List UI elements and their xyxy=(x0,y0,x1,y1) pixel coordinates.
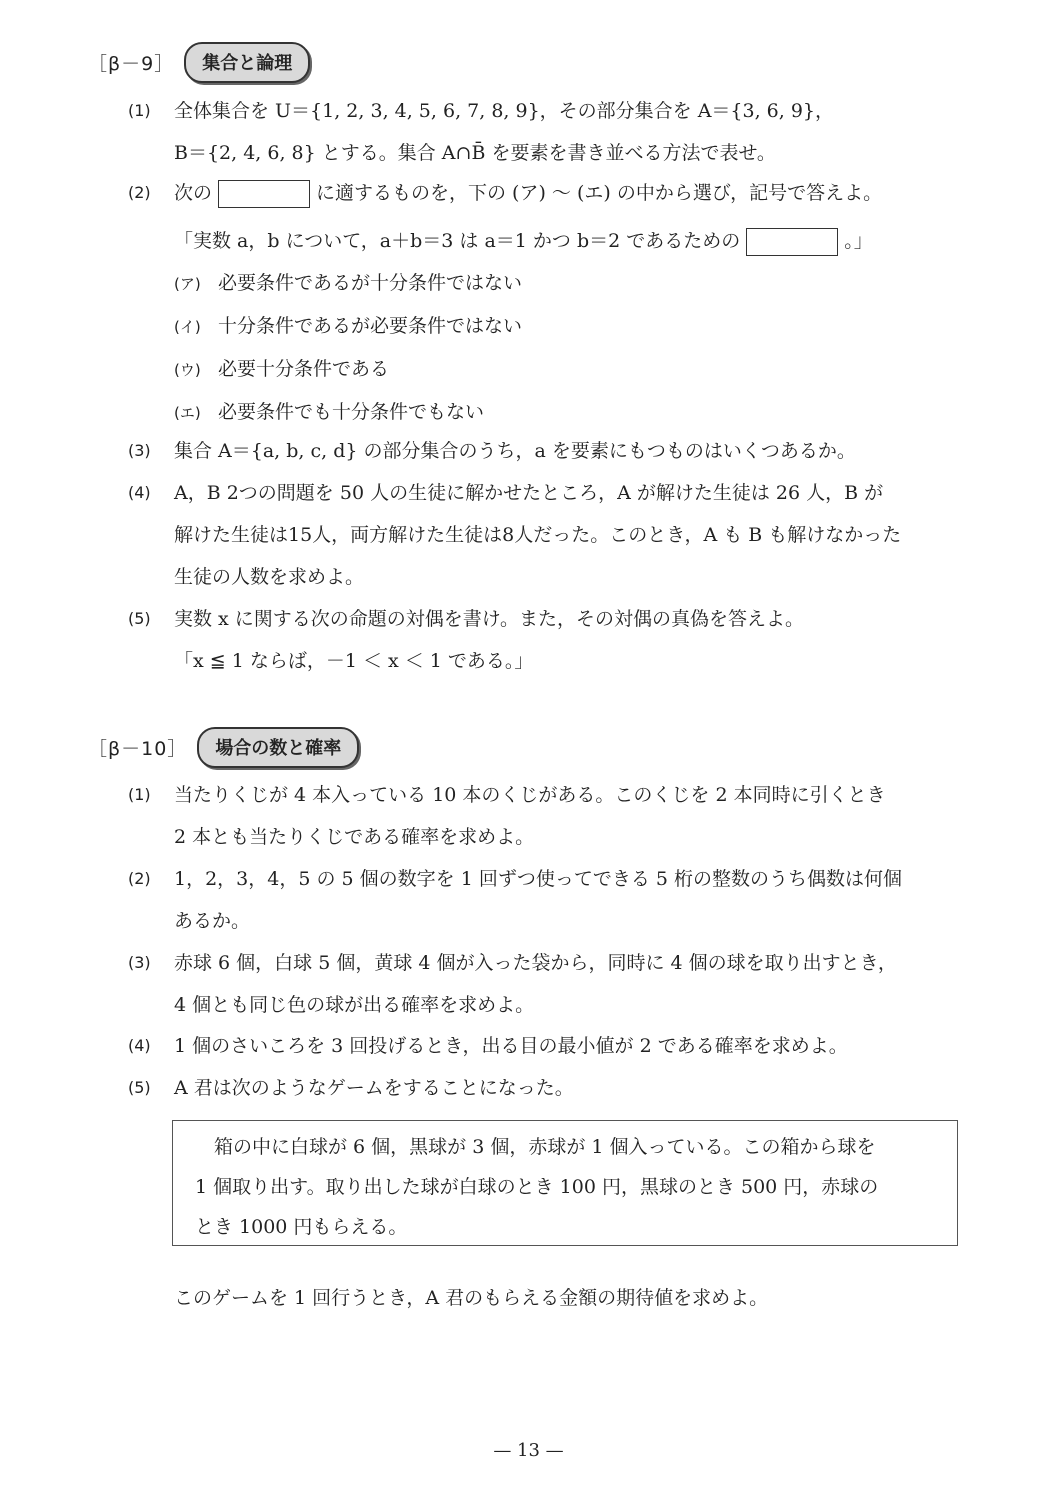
section-id: ［β－10］ xyxy=(88,738,188,760)
question-beta10-3 xyxy=(128,942,967,1026)
question-beta10-4 xyxy=(128,1025,967,1067)
section-title: 集合と論理 xyxy=(184,42,310,83)
quoted-statement xyxy=(174,220,967,262)
question-beta9-4 xyxy=(128,472,967,598)
choice-list xyxy=(174,262,967,434)
question-text-line: A，B 2つの問題を 50 人の生徒に解かせたところ，A が解けた生徒は 26 人，B が xyxy=(174,482,884,504)
question-text-line: 集合 A＝{a, b, c, d} の部分集合のうち，a を要素にもつものはいくつあるか。 xyxy=(174,440,856,462)
choice-item xyxy=(174,391,967,434)
question-beta9-1 xyxy=(128,90,967,174)
question-text-line: 1 個のさいころを 3 回投げるとき，出る目の最小値が 2 である確率を求めよ。 xyxy=(174,1035,848,1057)
question-number: (4) xyxy=(128,1036,151,1055)
choice-label: (イ) xyxy=(174,318,201,336)
question-text-line: 全体集合を U＝{1, 2, 3, 4, 5, 6, 7, 8, 9}，その部分集合を A＝{3, 6, 9}， xyxy=(174,100,835,122)
choice-label: (エ) xyxy=(174,404,201,422)
question-number: (1) xyxy=(128,101,151,120)
question-beta9-2 xyxy=(128,172,967,434)
answer-blank-box xyxy=(218,180,310,208)
question-beta10-1 xyxy=(128,774,967,858)
question-number: (2) xyxy=(128,869,151,888)
question-number: (5) xyxy=(128,1078,151,1097)
question-text-line: 1，2，3，4，5 の 5 個の数字を 1 回ずつ使ってできる 5 桁の整数のうち偶数は何個 xyxy=(174,868,902,890)
question-text-line: 当たりくじが 4 本入っている 10 本のくじがある。このくじを 2 本同時に引くとき xyxy=(174,784,886,806)
quote-text-post: 。」 xyxy=(844,230,873,252)
box-text-line: 箱の中に白球が 6 個，黒球が 3 個，赤球が 1 個入っている。この箱から球を xyxy=(214,1136,876,1158)
choice-item xyxy=(174,305,967,348)
question-number: (4) xyxy=(128,483,151,502)
question-text-line xyxy=(174,172,967,214)
choice-text: 必要十分条件である xyxy=(218,358,390,380)
question-number: (2) xyxy=(128,183,151,202)
question-text-line: A 君は次のようなゲームをすることになった。 xyxy=(174,1077,574,1099)
question-text-line: 4 個とも同じ色の球が出る確率を求めよ。 xyxy=(174,994,535,1016)
box-text-line: 1 個取り出す。取り出した球が白球のとき 100 円，黒球のとき 500 円，赤球の xyxy=(195,1176,879,1198)
question-text-pre: 次の xyxy=(174,182,213,204)
question-number: (1) xyxy=(128,785,151,804)
question-beta10-5 xyxy=(128,1067,967,1109)
question-beta9-5 xyxy=(128,598,967,682)
question-text-line: 生徒の人数を求めよ。 xyxy=(174,566,365,588)
choice-text: 十分条件であるが必要条件ではない xyxy=(218,315,523,337)
question-number: (5) xyxy=(128,609,151,628)
choice-label: (ウ) xyxy=(174,361,201,379)
choice-text: 必要条件であるが十分条件ではない xyxy=(218,272,523,294)
question-text-line: 「x ≦ 1 ならば，－1 ＜ x ＜ 1 である。」 xyxy=(174,650,534,672)
question-text-line: B＝{2, 4, 6, 8} とする。集合 A∩B̄ を要素を書き並べる方法で表せ。 xyxy=(174,142,776,164)
answer-blank-box xyxy=(746,228,838,256)
question-beta9-3 xyxy=(128,430,967,472)
question-text-post: に適するものを，下の (ア) ～ (エ) の中から選び，記号で答えよ。 xyxy=(316,182,883,204)
box-text-line: とき 1000 円もらえる。 xyxy=(195,1216,408,1238)
section-header-beta-9 xyxy=(88,42,310,83)
section-title: 場合の数と確率 xyxy=(197,727,359,768)
question-text-line: あるか。 xyxy=(174,910,251,932)
question-number: (3) xyxy=(128,441,151,460)
page-number: — 13 — xyxy=(493,1440,564,1461)
question-text-line: 実数 x に関する次の命題の対偶を書け。また，その対偶の真偽を答えよ。 xyxy=(174,608,805,630)
section-id: ［β－9］ xyxy=(88,53,175,75)
game-description-box xyxy=(172,1120,958,1246)
choice-item xyxy=(174,348,967,391)
question-text-line: 2 本とも当たりくじである確率を求めよ。 xyxy=(174,826,535,848)
section-header-beta-10 xyxy=(88,727,359,768)
question-number: (3) xyxy=(128,953,151,972)
choice-label: (ア) xyxy=(174,275,201,293)
question-text-line: 解けた生徒は15人，両方解けた生徒は8人だった。このとき，A も B も解けなかった xyxy=(174,524,902,546)
question-text-line: 赤球 6 個，白球 5 個，黄球 4 個が入った袋から，同時に 4 個の球を取り出すとき， xyxy=(174,952,897,974)
quote-text-pre: 「実数 a，b について，a＋b＝3 は a＝1 かつ b＝2 であるための xyxy=(174,230,741,252)
choice-item xyxy=(174,262,967,305)
question-beta10-2 xyxy=(128,858,967,942)
choice-text: 必要条件でも十分条件でもない xyxy=(218,401,485,423)
question-followup-text: このゲームを 1 回行うとき，A 君のもらえる金額の期待値を求めよ。 xyxy=(174,1287,769,1309)
